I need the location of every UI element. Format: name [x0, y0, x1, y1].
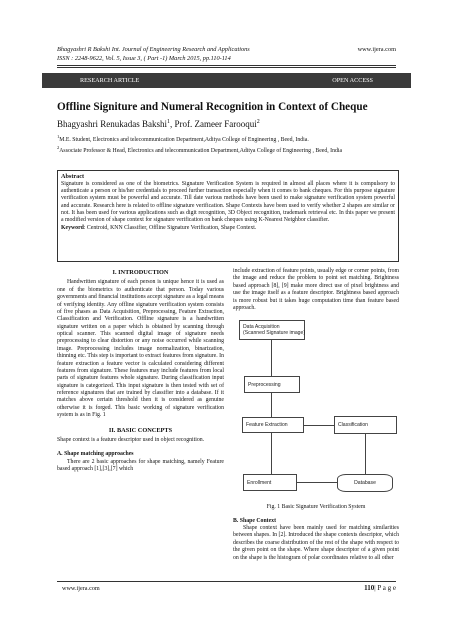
author-sep: , [169, 119, 175, 129]
keyword-label: Keyword [61, 224, 84, 231]
data-acquisition-box: Data Acquisition (Scanned Signature image) [239, 320, 305, 340]
author-1-sup: 1 [166, 119, 170, 125]
connector-line [304, 425, 334, 426]
page-num: 110 [364, 584, 375, 592]
paper-title: Offline Signiture and Numeral Recognition in Context of Cheque [57, 101, 368, 113]
research-article-label: RESEARCH ARTICLE [80, 77, 140, 84]
classification-box: Classification [334, 416, 397, 434]
affiliation-1 [57, 133, 399, 144]
continued-paragraph: include extraction of feature points, usually edge or corner points, from the image and reduce the problem to point set matching. Brightness based approach [8], [9] make more direct use of pixel brightness and use the image itself as a feature descriptor. Brightness based approach is more robust but it takes huge computation time than feature based approach. [233, 268, 399, 311]
affiliation-2-text: Associate Professor & Head, Electronics and telecommunication Department,Aditya College of Engineering , Beed, India [59, 148, 343, 155]
subsection-b-paragraph: Shape context have been mainly used for matching similarities between shapes. In [2]. Introduced the shape contexts descriptor, which describes the coarse distribution of the rest of the shape with respect to the given point on the shape. Where shape descriptor of a given point on the shape is the histogram of polar coordinates relative to all other [233, 525, 399, 561]
abstract-box [57, 170, 399, 262]
database-cylinder: Database [337, 474, 393, 492]
header-rule-2 [57, 67, 396, 68]
article-type-bar [42, 73, 411, 88]
affiliation-2-sup: 2 [57, 145, 60, 151]
figure-1-flowchart [233, 320, 399, 503]
keywords: : Centroid, KNN Classifier, Offline Signature Verification, Shape Context. [83, 224, 257, 231]
journal-header [57, 46, 389, 63]
connector-line [365, 434, 366, 474]
enrollment-box: Enrollment [243, 474, 297, 491]
header-rule [57, 65, 396, 66]
footer-rule [57, 581, 396, 582]
author-1: Bhagyashri Renukadas Bakshi [57, 119, 167, 129]
section-1-title: I. INTRODUCTION [112, 269, 169, 276]
affiliation-1-sup: 1 [57, 134, 60, 139]
journal-line-1: Bhagyashri R Bakshi Int. Journal of Engineering Research and Applications [57, 46, 250, 53]
journal-line-2: ISSN : 2248-9622, Vol. 5, Issue 3, ( Part -1) March 2015, pp.110-114 [57, 54, 231, 62]
connector-line [271, 340, 272, 376]
subsection-a-title: A. Shape matching approaches [57, 451, 134, 458]
open-access-label: OPEN ACCESS [332, 77, 373, 84]
section-2-paragraph: Shape context is a feature descriptor used in object recognition. [57, 436, 205, 443]
affiliation-1-text: M.E. Student, Electronics and telecommunication Department,Aditya College of Engineering , Beed, India. [59, 136, 309, 143]
connector-line [297, 482, 337, 483]
affiliation-2 [57, 144, 399, 155]
figure-1-caption: Fig. 1 Basic Signature Verification System [266, 504, 366, 511]
preprocessing-box: Preprocessing [244, 376, 300, 393]
affiliations [57, 133, 399, 155]
author-2-sup: 2 [256, 119, 260, 125]
page-number [364, 584, 396, 592]
connector-line [271, 393, 272, 417]
subsection-a-paragraph: There are 2 basic approaches for shape matching, namely Feature based approach [1],[3],[7] which [57, 458, 224, 472]
author-line [57, 119, 260, 129]
section-2-title: II. BASIC CONCEPTS [108, 426, 173, 434]
header-url[interactable]: www.ijera.com [357, 46, 396, 53]
abstract-heading: Abstract [61, 173, 85, 180]
page-word: | P a g e [374, 584, 396, 592]
abstract-text: Signature is considered as one of the biometrics. Signature Verification System is required in almost all places where it is compulsory to authenticate a person or his/her credentials to proceed further transaction especially when it comes to bank cheques. For this purpose signature verification system must be powerful and accurate. Till date various methods have been used to make signature verification system powerful and accurate. Research here is related to offline signature verification. Shape Contexts have been used to verify whether 2 shapes are similar or not. It has been used for various applications such as digit recognition, 3D Object recognition, trademark retrieval etc. In this paper we present a modified version of shape context for signature verification on bank cheques using K-Nearest Neighbor classifier. [61, 180, 395, 224]
keywords-line [61, 225, 395, 232]
left-column [57, 268, 224, 473]
subsection-b-title: B. Shape Context [233, 517, 276, 524]
intro-paragraph: Handwritten signature of each person is unique hence it is used as one of the biometrics to authenticate that person. Today various governments and financial institutions accept signature as a legal means of verifying identity. Any offline signature verification system consists of five phases as Data Acquisition, Preprocessing, Feature Extraction, Classification and Verification. Offline signature is a handwritten signature written on a paper which is obtained by scanning through optical scanner. This scanned digital image of signature needs preprocessing to clear distortion or any noise occurred while scanning image. Preprocessing includes image normalization, binarization, thinning etc. This step is important to extract features from signature. In feature extraction a feature vector is calculated considering different features from signature. These features may include features from local parts of signature features whole signature. During classification input signature is categorized. This input signature is then tested with set of reference signatures that are trained by classifier into a database. If it matches above certain threshold then it is considered as genuine otherwise it is forged. This basic working of signature verification system is as in Fig. 1 [57, 279, 224, 419]
footer-url[interactable]: www.ijera.com [62, 585, 100, 592]
feature-extraction-box: Feature Extraction [242, 417, 304, 433]
connector-line [271, 433, 272, 474]
right-column [233, 268, 399, 562]
author-2: Prof. Zameer Farooqui [174, 119, 257, 129]
